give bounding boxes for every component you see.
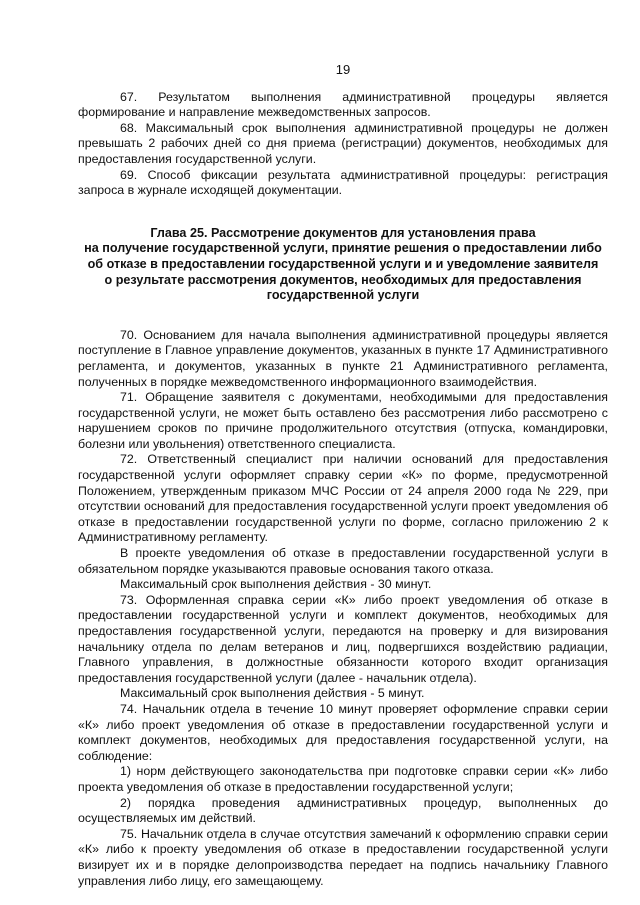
chapter-heading-line: Глава 25. Рассмотрение документов для установления права — [150, 225, 536, 240]
paragraph-74-item-1: 1) норм действующего законодательства при подготовке справки серии «К» либо проекта уведомления об отказе в предоставлении государственной услуги; — [78, 764, 608, 794]
chapter-heading-line: об отказе в предоставлении государственной услуги и и уведомление заявителя — [87, 256, 599, 271]
paragraph-70: 70. Основанием для начала выполнения административной процедуры является поступление в Главное управление документов, указанных в пункте 17 Административного регламента, и документов, указанных в пункте 21 Административного регламента, полученных в порядке межведомственного информационного взаимодействия. — [78, 327, 608, 389]
paragraph-68: 68. Максимальный срок выполнения административной процедуры не должен превышать 2 рабочих дней со дня приема (регистрации) документов, необходимых для предоставления государственной услуги. — [78, 120, 608, 166]
paragraph-72: 72. Ответственный специалист при наличии оснований для предоставления государственной услуги оформляет справку серии «К» по форме, предусмотренной Положением, утвержденным приказом МЧС России от 24 апреля 2000 года № 229, при отсутствии оснований для предоставления государственной услуги проект уведомления об отказе в предоставлении государственной услуги по форме, согласно приложению 2 к Административному регламенту. — [78, 452, 608, 545]
chapter-heading — [78, 226, 608, 304]
chapter-heading-line: на получение государственной услуги, принятие решения о предоставлении либо — [84, 241, 602, 256]
paragraph-73: 73. Оформленная справка серии «К» либо проект уведомления об отказе в предоставлении государственной услуги и комплект документов, необходимых для предоставления государственной услуги, передаются на проверку и для визирования начальнику отдела по делам ветеранов и лиц, подвергшихся воздействию радиации, Главного управления, в должностные обязанности которого входит организация предоставления государственной услуги (далее - начальник отдела). — [78, 592, 608, 685]
section-before-heading — [78, 90, 608, 199]
paragraph-72-refusal-grounds: В проекте уведомления об отказе в предоставлении государственной услуги в обязательном порядке указываются правовые основания такого отказа. — [78, 546, 608, 576]
paragraph-75: 75. Начальник отдела в случае отсутствия замечаний к оформлению справки серии «К» либо к проекту уведомления об отказе в предоставлении государственной услуги визирует их и в порядке делопроизводства передает на подпись начальнику Главного управления либо лицу, его замещающему. — [78, 826, 608, 888]
paragraph-71: 71. Обращение заявителя с документами, необходимыми для предоставления государственной услуги, не может быть оставлено без рассмотрения либо рассмотрено с нарушением сроков по причине продолжительного отсутствия (отпуска, командировки, болезни или увольнения) ответственного специалиста. — [78, 390, 608, 451]
chapter-heading-line: государственной услуги — [266, 288, 420, 303]
paragraph-74: 74. Начальник отдела в течение 10 минут проверяет оформление справки серии «К» либо проект уведомления об отказе в предоставлении государственной услуги и комплект документов, необходимых для предоставления государственной услуги, на соблюдение: — [78, 701, 608, 763]
page-number: 19 — [335, 62, 351, 77]
section-after-heading — [78, 328, 608, 889]
chapter-heading-line: о результате рассмотрения документов, необходимых для предоставления — [104, 272, 582, 287]
paragraph-73-deadline: Максимальный срок выполнения действия - 5 минут. — [120, 686, 425, 701]
paragraph-72-deadline: Максимальный срок выполнения действия - 30 минут. — [120, 577, 432, 592]
paragraph-74-item-2: 2) порядка проведения административных процедур, выполненных до осуществляемых им действий. — [78, 795, 608, 826]
paragraph-67: 67. Результатом выполнения административной процедуры является формирование и направление межведомственных запросов. — [78, 89, 608, 120]
paragraph-69: 69. Способ фиксации результата административной процедуры: регистрация запроса в журнале исходящей документации. — [78, 167, 608, 198]
